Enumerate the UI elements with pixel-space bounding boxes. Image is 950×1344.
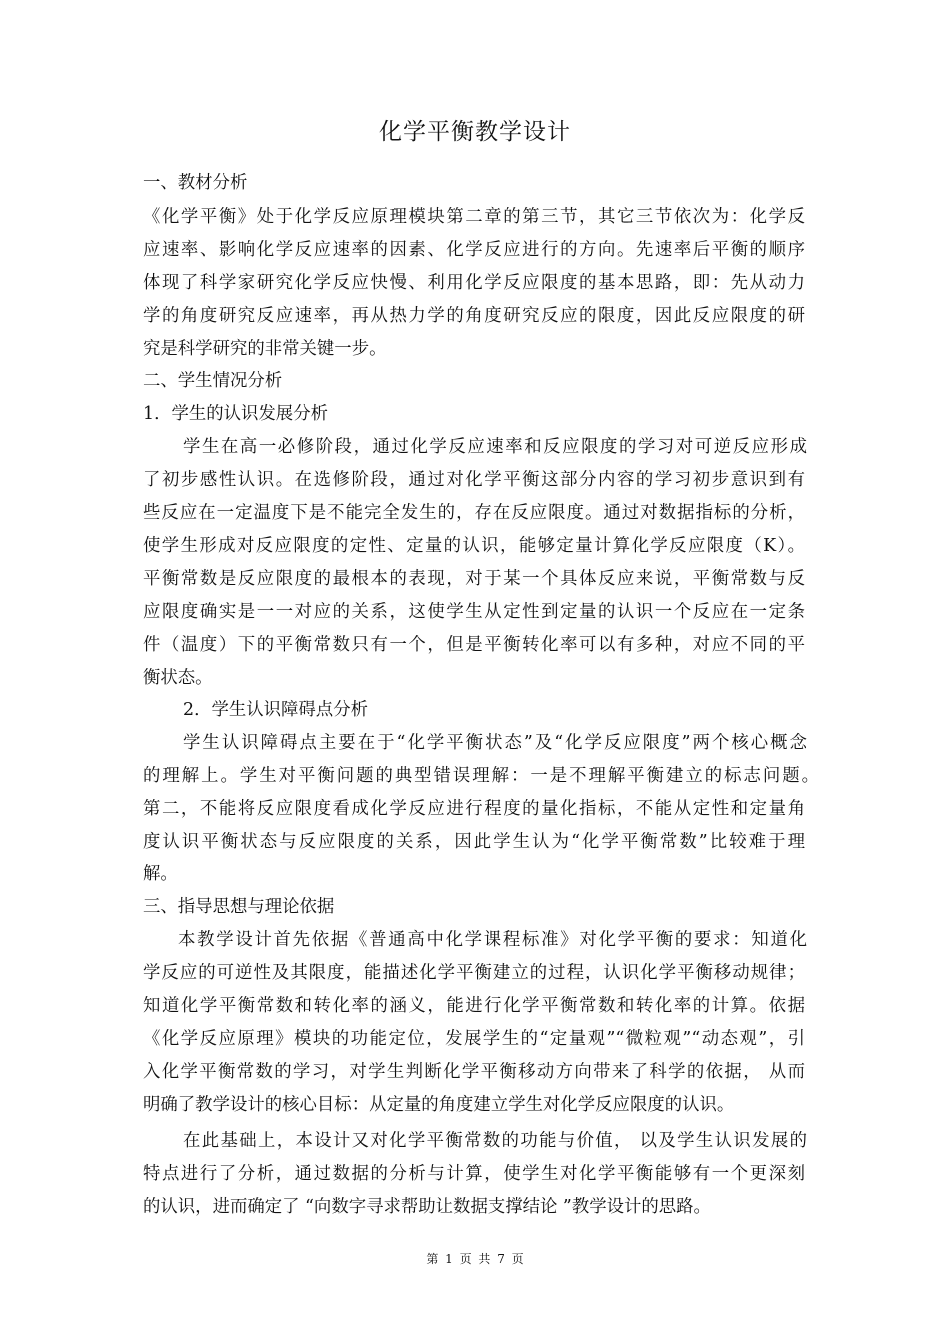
section-heading-3: 三、指导思想与理论依据	[143, 897, 335, 917]
text-line: 学生在高一必修阶段，通过化学反应速率和反应限度的学习对可逆反应形成	[183, 437, 807, 457]
text-line: 些反应在一定温度下是不能完全发生的，存在反应限度。通过对数据指标的分析，	[143, 503, 805, 523]
section-heading-1: 一、教材分析	[143, 173, 248, 193]
text-line: 究是科学研究的非常关键一步。	[143, 339, 387, 359]
text-line: 应速率、影响化学反应速率的因素、化学反应进行的方向。先速率后平衡的顺序	[143, 240, 805, 260]
text-line: 第二，不能将反应限度看成化学反应进行程度的量化指标，不能从定性和定量角	[143, 799, 805, 819]
text-line: 的认识，进而确定了 “向数字寻求帮助让数据支撑结论 ”教学设计的思路。	[143, 1197, 711, 1217]
text-line: 解。	[143, 864, 178, 884]
section-heading-2: 二、学生情况分析	[143, 371, 283, 391]
text-line: 体现了科学家研究化学反应快慢、利用化学反应限度的基本思路，即：先从动力	[143, 273, 805, 293]
text-line: 学生认识障碍点主要在于“化学平衡状态”及“化学反应限度”两个核心概念	[183, 733, 807, 753]
text-line: 《化学反应原理》模块的功能定位，发展学生的“定量观”“微粒观”“动态观”，引	[143, 1029, 805, 1049]
text-line: 特点进行了分析，通过数据的分析与计算，使学生对化学平衡能够有一个更深刻	[143, 1164, 805, 1184]
text-line: 了初步感性认识。在选修阶段，通过对化学平衡这部分内容的学习初步意识到有	[143, 470, 805, 490]
page-footer: 第 1 页 共 7 页	[426, 1252, 524, 1266]
text-line: 平衡常数是反应限度的最根本的表现，对于某一个具体反应来说，平衡常数与反	[143, 569, 805, 589]
text-line: 衡状态。	[143, 668, 213, 688]
text-line: 度认识平衡状态与反应限度的关系，因此学生认为“化学平衡常数”比较难于理	[143, 832, 805, 852]
text-line: 使学生形成对反应限度的定性、定量的认识，能够定量计算化学反应限度（K）。	[143, 536, 805, 556]
subsection-heading-2: 2．学生认识障碍点分析	[183, 700, 368, 720]
text-line: 本教学设计首先依据《普通高中化学课程标准》对化学平衡的要求：知道化	[178, 930, 807, 950]
text-line: 《化学平衡》处于化学反应原理模块第二章的第三节，其它三节依次为：化学反	[143, 207, 805, 227]
text-line: 学的角度研究反应速率，再从热力学的角度研究反应的限度，因此反应限度的研	[143, 306, 805, 326]
text-line: 学反应的可逆性及其限度，能描述化学平衡建立的过程，认识化学平衡移动规律；	[143, 963, 805, 983]
text-line: 件（温度）下的平衡常数只有一个，但是平衡转化率可以有多种，对应不同的平	[143, 635, 805, 655]
text-line: 明确了教学设计的核心目标：从定量的角度建立学生对化学反应限度的认识。	[143, 1095, 735, 1115]
text-line: 在此基础上，本设计又对化学平衡常数的功能与价值， 以及学生认识发展的	[183, 1131, 807, 1151]
text-line: 的理解上。学生对平衡问题的典型错误理解：一是不理解平衡建立的标志问题。	[143, 766, 819, 786]
text-line: 知道化学平衡常数和转化率的涵义，能进行化学平衡常数和转化率的计算。依据	[143, 996, 805, 1016]
subsection-heading-1: 1．学生的认识发展分析	[143, 404, 328, 424]
page-title: 化学平衡教学设计	[379, 119, 571, 145]
text-line: 应限度确实是一一对应的关系，这使学生从定性到定量的认识一个反应在一定条	[143, 602, 805, 622]
text-line: 入化学平衡常数的学习，对学生判断化学平衡移动方向带来了科学的依据， 从而	[143, 1062, 805, 1082]
